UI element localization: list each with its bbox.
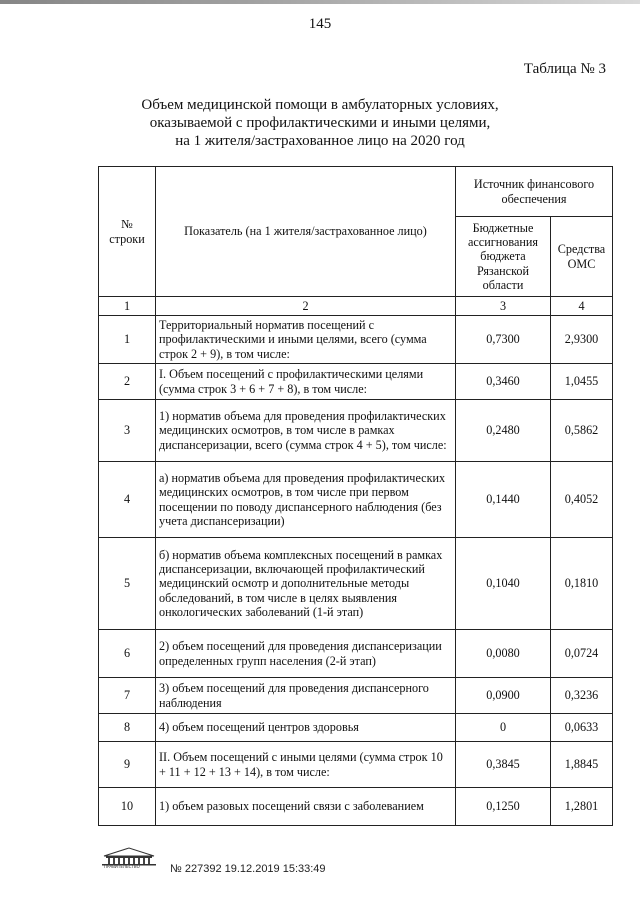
title-line: оказываемой с профилактическими и иными целями, (149, 115, 491, 131)
title-line: Объем медицинской помощи в амбулаторных условиях, (141, 97, 499, 113)
row-oms-value: 0,1810 (551, 538, 613, 630)
table-row (99, 316, 613, 364)
row-oms-value: 0,0633 (551, 714, 613, 742)
row-budget-value: 0,1440 (456, 462, 551, 538)
scan-edge-line (0, 0, 640, 4)
table-row (99, 538, 613, 630)
row-oms-value: 0,4052 (551, 462, 613, 538)
row-budget-value: 0,1040 (456, 538, 551, 630)
column-index-row (99, 297, 613, 316)
table-label: Таблица № 3 (523, 61, 606, 77)
table-row (99, 714, 613, 742)
header-oms: Средства ОМС (551, 217, 613, 297)
row-number: 9 (99, 742, 156, 788)
row-number: 6 (99, 630, 156, 678)
document-title (80, 96, 560, 150)
row-indicator: 1) объем разовых посещений связи с заболеванием (156, 788, 456, 826)
row-indicator: а) норматив объема для проведения профилактических медицинских осмотров, в том числе при первом посещении по поводу диспансерного наблюдения (без учета диспансеризации) (156, 462, 456, 538)
column-index: 3 (456, 297, 551, 316)
table-row (99, 630, 613, 678)
logo-caption: ПРАВИТЕЛЬСТВО (104, 864, 140, 869)
table-row (99, 678, 613, 714)
column-index: 1 (99, 297, 156, 316)
header-indicator: Показатель (на 1 жителя/застрахованное лицо) (156, 167, 456, 297)
row-budget-value: 0,1250 (456, 788, 551, 826)
row-number: 1 (99, 316, 156, 364)
row-indicator: 1) норматив объема для проведения профилактических медицинских осмотров, в том числе в рамках диспансеризации, всего (сумма строк 4 + 5), том числе: (156, 400, 456, 462)
row-budget-value: 0,0080 (456, 630, 551, 678)
table-row (99, 788, 613, 826)
volume-table (98, 166, 613, 826)
column-index: 2 (156, 297, 456, 316)
government-building-logo (98, 846, 160, 872)
row-number: 7 (99, 678, 156, 714)
header-budget: Бюджетные ассигнования бюджета Рязанской области (456, 217, 551, 297)
row-oms-value: 1,8845 (551, 742, 613, 788)
row-number: 5 (99, 538, 156, 630)
row-number: 8 (99, 714, 156, 742)
row-budget-value: 0,3460 (456, 364, 551, 400)
row-number: 10 (99, 788, 156, 826)
row-indicator: I. Объем посещений с профилактическими целями (сумма строк 3 + 6 + 7 + 8), в том числе: (156, 364, 456, 400)
row-oms-value: 1,0455 (551, 364, 613, 400)
row-budget-value: 0,2480 (456, 400, 551, 462)
row-indicator: 4) объем посещений центров здоровья (156, 714, 456, 742)
row-indicator: 3) объем посещений для проведения диспансерного наблюдения (156, 678, 456, 714)
title-line: на 1 жителя/застрахованное лицо на 2020 год (175, 133, 465, 149)
row-number: 3 (99, 400, 156, 462)
table-row (99, 400, 613, 462)
header-row-number: № строки (99, 167, 156, 297)
row-oms-value: 1,2801 (551, 788, 613, 826)
row-budget-value: 0 (456, 714, 551, 742)
row-budget-value: 0,3845 (456, 742, 551, 788)
row-oms-value: 0,0724 (551, 630, 613, 678)
document-stamp: № 227392 19.12.2019 15:33:49 (170, 863, 326, 875)
row-oms-value: 2,9300 (551, 316, 613, 364)
table-row (99, 742, 613, 788)
row-budget-value: 0,0900 (456, 678, 551, 714)
table-row (99, 462, 613, 538)
row-indicator: II. Объем посещений с иными целями (сумма строк 10 + 11 + 12 + 13 + 14), в том числе: (156, 742, 456, 788)
row-number: 4 (99, 462, 156, 538)
column-index: 4 (551, 297, 613, 316)
row-budget-value: 0,7300 (456, 316, 551, 364)
header-row (99, 167, 613, 217)
page-footer (98, 846, 498, 876)
row-oms-value: 0,5862 (551, 400, 613, 462)
row-indicator: б) норматив объема комплексных посещений в рамках диспансеризации, включающей профилактический медицинский осмотр и дополнительные методы обследований, в том числе в целях выявления онкологических заболеваний (1-й этап) (156, 538, 456, 630)
page-number: 145 (308, 16, 332, 32)
row-number: 2 (99, 364, 156, 400)
table-row (99, 364, 613, 400)
row-oms-value: 0,3236 (551, 678, 613, 714)
row-indicator: 2) объем посещений для проведения диспансеризации определенных групп населения (2-й этап) (156, 630, 456, 678)
row-indicator: Территориальный норматив посещений с профилактическими и иными целями, всего (сумма строк 2 + 9), в том числе: (156, 316, 456, 364)
header-funding-source: Источник финансового обеспечения (456, 167, 613, 217)
